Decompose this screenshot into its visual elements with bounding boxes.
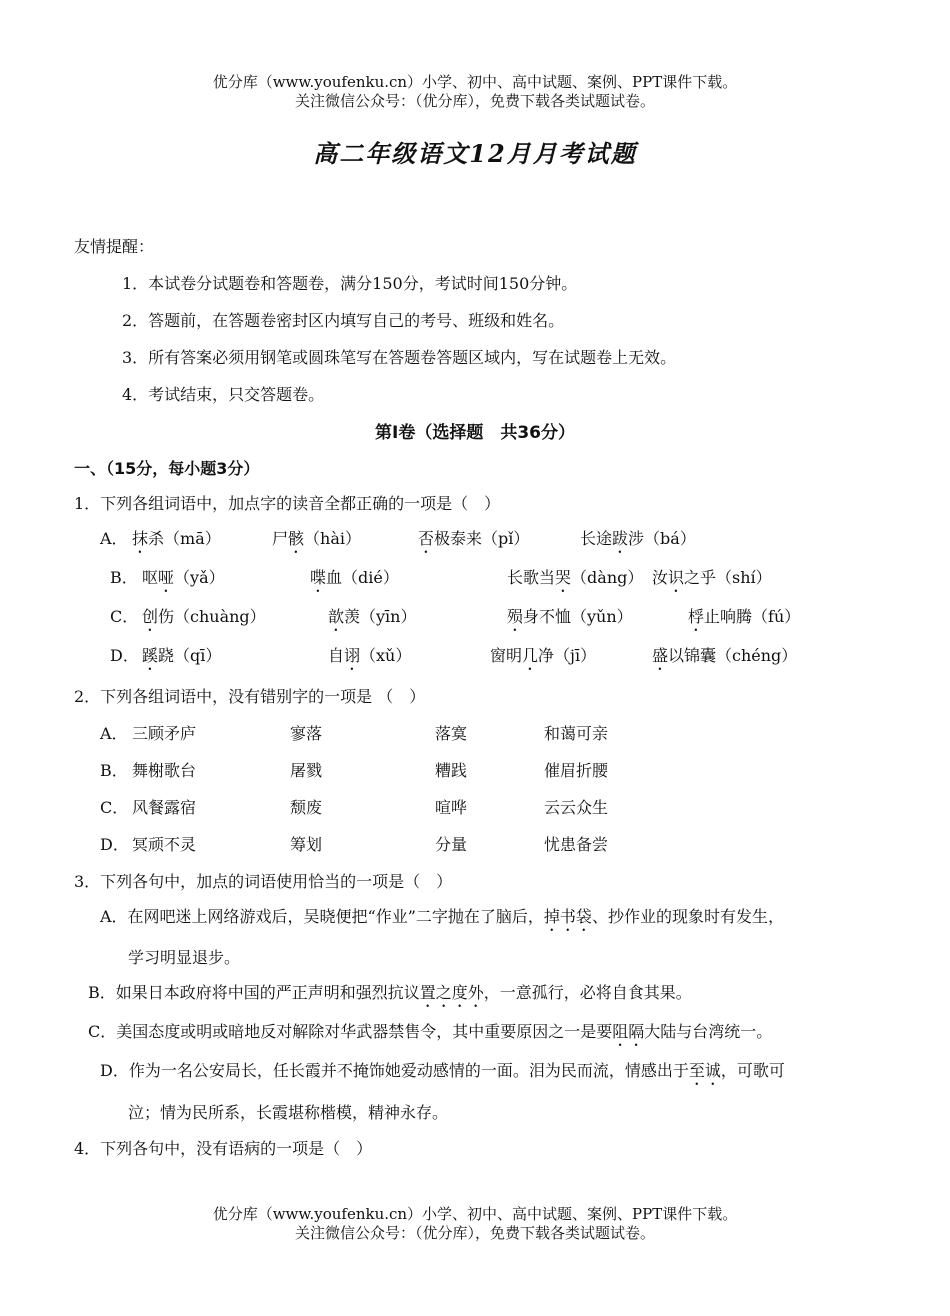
part-one-heading: 一、（15分，每小题3分） (74, 459, 260, 478)
word-item: 自诩（xǔ） (328, 646, 412, 665)
word-item: 颓废 (290, 798, 323, 817)
option-label: D． (100, 835, 129, 854)
option-label: B． (100, 761, 128, 780)
footer-line-1: 优分库（www.youfenku.cn）小学、初中、高中试题、案例、PPT课件下载。 (212, 1205, 738, 1223)
word-item: 殒身不恤（yǔn） (507, 607, 633, 626)
word-item: 筹划 (290, 835, 323, 854)
option-label: A． (100, 529, 128, 548)
word-item: 创伤（chuàng） (142, 607, 266, 626)
word-item: 抹杀（mā） (132, 529, 221, 548)
header-line-1: 优分库（www.youfenku.cn）小学、初中、高中试题、案例、PPT课件下载。 (212, 73, 738, 91)
question-1-stem: 1．下列各组词语中，加点字的读音全都正确的一项是（ ） (74, 494, 501, 513)
reminder-item-4: 4．考试结束，只交答题卷。 (122, 385, 325, 404)
section-title: 第Ⅰ卷（选择题 共36分） (375, 423, 575, 443)
q3-option-a-line-1: A．在网吧迷上网络游戏后，吴晓便把“作业”二字抛在了脑后，掉书袋、抄作业的现象时有发生， (100, 907, 784, 926)
question-3-stem: 3．下列各句中，加点的词语使用恰当的一项是（ ） (74, 872, 453, 891)
question-2-stem: 2．下列各组词语中，没有错别字的一项是 （ ） (74, 687, 426, 706)
footer-line-2: 关注微信公众号：（优分库），免费下载各类试题试卷。 (294, 1224, 655, 1242)
word-item: 长歌当哭（dàng） (507, 568, 644, 587)
q3-option-c: C．美国态度或明或暗地反对解除对华武器禁售令，其中重要原因之一是要阻隔大陆与台湾统一。 (88, 1022, 773, 1041)
word-item: 分量 (435, 835, 468, 854)
header-line-2: 关注微信公众号：（优分库），免费下载各类试题试卷。 (294, 92, 655, 110)
reminder-item-2: 2．答题前，在答题卷密封区内填写自己的考号、班级和姓名。 (122, 311, 565, 330)
word-item: 窗明几净（jī） (490, 646, 597, 665)
reminder-item-1: 1．本试卷分试题卷和答题卷，满分150分，考试时间150分钟。 (122, 274, 578, 293)
word-item: 盛以锦囊（chéng） (652, 646, 798, 665)
word-item: 冥顽不灵 (132, 835, 197, 854)
word-item: 忧患备尝 (544, 835, 609, 854)
reminder-item-3: 3．所有答案必须用钢笔或圆珠笔写在答题卷答题区域内，写在试题卷上无效。 (122, 348, 677, 367)
option-label: A． (100, 724, 128, 743)
word-item: 寥落 (290, 724, 323, 743)
word-item: 和蔼可亲 (544, 724, 609, 743)
word-item: 催眉折腰 (544, 761, 609, 780)
word-item: 舞榭歌台 (132, 761, 197, 780)
q3-option-d-line-1: D．作为一名公安局长，任长霞并不掩饰她爱动感情的一面。泪为民而流，情感出于至诚，可歌可 (100, 1061, 785, 1080)
word-item: 否极泰来（pǐ） (418, 529, 530, 548)
word-item: 呕哑（yǎ） (142, 568, 225, 587)
word-item: 歆羡（yīn） (328, 607, 417, 626)
option-label: C． (100, 798, 129, 817)
option-label: C． (110, 607, 139, 626)
word-item: 蹊跷（qī） (142, 646, 222, 665)
word-item: 汝识之乎（shí） (652, 568, 772, 587)
word-item: 尸骸（hài） (272, 529, 361, 548)
word-item: 喋血（dié） (310, 568, 399, 587)
word-item: 落寞 (435, 724, 468, 743)
q3-option-d-line-2: 泣；情为民所系，长霞堪称楷模，精神永存。 (128, 1103, 449, 1122)
q3-option-b: B．如果日本政府将中国的严正声明和强烈抗议置之度外，一意孤行，必将自食其果。 (88, 983, 692, 1002)
word-item: 三顾矛庐 (132, 724, 197, 743)
page-title: 高二年级语文12月月考试题 (313, 139, 637, 168)
q3-option-a-line-2: 学习明显退步。 (128, 948, 241, 967)
word-item: 糟践 (435, 761, 468, 780)
reminder-heading: 友情提醒： (74, 237, 155, 256)
question-4-stem: 4．下列各句中，没有语病的一项是（ ） (74, 1139, 373, 1158)
word-item: 桴止响腾（fú） (688, 607, 801, 626)
option-label: D． (110, 646, 139, 665)
word-item: 长途跋涉（bá） (580, 529, 696, 548)
word-item: 风餐露宿 (132, 798, 197, 817)
word-item: 屠戮 (290, 761, 323, 780)
word-item: 喧哗 (435, 798, 468, 817)
option-label: B． (110, 568, 138, 587)
word-item: 云云众生 (544, 798, 609, 817)
